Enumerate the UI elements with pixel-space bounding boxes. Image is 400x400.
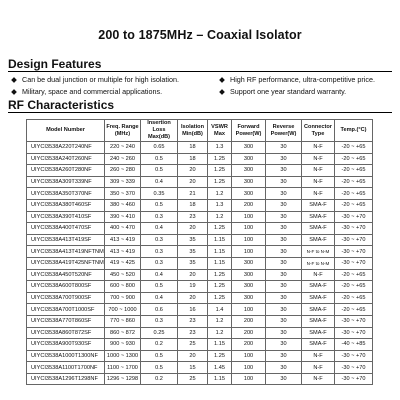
diamond-bullet-icon <box>219 77 225 83</box>
cell-reverse-power: 30 <box>266 176 302 188</box>
cell-connector: N-F to N-M <box>302 257 335 269</box>
cell-insertion-loss: 0.6 <box>141 304 178 316</box>
cell-insertion-loss: 0.3 <box>141 246 178 258</box>
cell-forward-power: 300 <box>232 165 266 177</box>
cell-reverse-power: 30 <box>266 350 302 362</box>
feature-item <box>8 74 216 85</box>
cell-connector: N-F <box>302 362 335 374</box>
cell-freq: 400 ~ 470 <box>105 223 141 235</box>
cell-connector: SMA-F <box>302 211 335 223</box>
cell-vswr: 1.25 <box>208 223 232 235</box>
cell-reverse-power: 30 <box>266 199 302 211</box>
table-row <box>27 373 373 385</box>
table-row <box>27 199 373 211</box>
cell-forward-power: 100 <box>232 373 266 385</box>
cell-reverse-power: 30 <box>266 327 302 339</box>
cell-insertion-loss: 0.4 <box>141 223 178 235</box>
table-row <box>27 165 373 177</box>
cell-freq: 390 ~ 410 <box>105 211 141 223</box>
cell-temp: -30 ~ +70 <box>335 223 373 235</box>
table-row <box>27 339 373 351</box>
table-row <box>27 176 373 188</box>
cell-model: UIYCI3538A309T339NF <box>27 176 105 188</box>
table-row <box>27 188 373 200</box>
cell-model: UIYCI3538A390T410SF <box>27 211 105 223</box>
cell-freq: 450 ~ 520 <box>105 269 141 281</box>
cell-vswr: 1.25 <box>208 153 232 165</box>
table-row <box>27 281 373 293</box>
cell-vswr: 1.25 <box>208 269 232 281</box>
cell-reverse-power: 30 <box>266 281 302 293</box>
cell-isolation: 23 <box>178 327 208 339</box>
cell-freq: 419 ~ 425 <box>105 257 141 269</box>
cell-forward-power: 100 <box>232 223 266 235</box>
cell-model: UIYCI3538A1296T1298NF <box>27 373 105 385</box>
cell-isolation: 25 <box>178 373 208 385</box>
cell-forward-power: 300 <box>232 188 266 200</box>
cell-temp: -20 ~ +65 <box>335 165 373 177</box>
cell-reverse-power: 30 <box>266 315 302 327</box>
cell-isolation: 16 <box>178 304 208 316</box>
cell-vswr: 1.25 <box>208 350 232 362</box>
cell-vswr: 1.15 <box>208 339 232 351</box>
cell-forward-power: 100 <box>232 304 266 316</box>
cell-reverse-power: 30 <box>266 257 302 269</box>
rf-characteristics-table <box>26 119 373 385</box>
cell-temp: -30 ~ +70 <box>335 362 373 374</box>
cell-forward-power: 300 <box>232 257 266 269</box>
cell-connector: N-F <box>302 269 335 281</box>
table-row <box>27 362 373 374</box>
cell-forward-power: 200 <box>232 327 266 339</box>
table-row <box>27 234 373 246</box>
cell-reverse-power: 30 <box>266 373 302 385</box>
cell-freq: 380 ~ 460 <box>105 199 141 211</box>
col-header-connector: Connector Type <box>302 120 335 142</box>
cell-vswr: 1.15 <box>208 373 232 385</box>
table-row <box>27 223 373 235</box>
design-features-heading: Design Features <box>8 57 102 71</box>
cell-insertion-loss: 0.3 <box>141 234 178 246</box>
cell-isolation: 19 <box>178 281 208 293</box>
cell-freq: 220 ~ 240 <box>105 142 141 154</box>
cell-insertion-loss: 0.5 <box>141 362 178 374</box>
cell-forward-power: 100 <box>232 350 266 362</box>
cell-insertion-loss: 0.2 <box>141 373 178 385</box>
cell-vswr: 1.15 <box>208 234 232 246</box>
cell-insertion-loss: 0.3 <box>141 315 178 327</box>
cell-temp: -20 ~ +65 <box>335 281 373 293</box>
cell-isolation: 20 <box>178 269 208 281</box>
cell-model: UIYCI3538A770T860SF <box>27 315 105 327</box>
cell-freq: 350 ~ 370 <box>105 188 141 200</box>
cell-reverse-power: 30 <box>266 339 302 351</box>
cell-freq: 900 ~ 930 <box>105 339 141 351</box>
cell-temp: -20 ~ +65 <box>335 153 373 165</box>
col-header-isolation: Isolation Min(dB) <box>178 120 208 142</box>
cell-forward-power: 200 <box>232 339 266 351</box>
cell-model: UIYCI3538A260T280NF <box>27 165 105 177</box>
cell-insertion-loss: 0.5 <box>141 281 178 293</box>
cell-temp: -30 ~ +70 <box>335 327 373 339</box>
cell-vswr: 1.15 <box>208 246 232 258</box>
page-title: 200 to 1875MHz – Coaxial Isolator <box>98 28 302 42</box>
cell-connector: N-F to N-M <box>302 246 335 258</box>
cell-freq: 700 ~ 900 <box>105 292 141 304</box>
cell-model: UIYCI3538A600T800SF <box>27 281 105 293</box>
cell-temp: -20 ~ +65 <box>335 176 373 188</box>
cell-vswr: 1.4 <box>208 304 232 316</box>
cell-reverse-power: 30 <box>266 165 302 177</box>
cell-forward-power: 100 <box>232 362 266 374</box>
cell-forward-power: 300 <box>232 269 266 281</box>
cell-isolation: 20 <box>178 292 208 304</box>
cell-freq: 770 ~ 860 <box>105 315 141 327</box>
cell-forward-power: 100 <box>232 246 266 258</box>
cell-connector: SMA-F <box>302 304 335 316</box>
table-row <box>27 269 373 281</box>
cell-forward-power: 100 <box>232 234 266 246</box>
cell-connector: SMA-F <box>302 339 335 351</box>
cell-connector: SMA-F <box>302 292 335 304</box>
cell-vswr: 1.25 <box>208 292 232 304</box>
cell-reverse-power: 30 <box>266 234 302 246</box>
cell-reverse-power: 30 <box>266 223 302 235</box>
cell-temp: -30 ~ +70 <box>335 350 373 362</box>
cell-model: UIYCI3538A220T240NF <box>27 142 105 154</box>
cell-connector: SMA-F <box>302 234 335 246</box>
cell-freq: 309 ~ 339 <box>105 176 141 188</box>
cell-temp: -20 ~ +65 <box>335 142 373 154</box>
cell-freq: 1296 ~ 1298 <box>105 373 141 385</box>
table-row <box>27 246 373 258</box>
section-divider <box>8 112 392 113</box>
cell-isolation: 25 <box>178 339 208 351</box>
cell-isolation: 15 <box>178 362 208 374</box>
col-header-reverse-power: Reverse Power(W) <box>266 120 302 142</box>
cell-temp: -20 ~ +65 <box>335 188 373 200</box>
table-row <box>27 292 373 304</box>
cell-model: UIYCI3538A700T1000SF <box>27 304 105 316</box>
cell-insertion-loss: 0.3 <box>141 257 178 269</box>
cell-reverse-power: 30 <box>266 142 302 154</box>
cell-forward-power: 300 <box>232 176 266 188</box>
cell-temp: -30 ~ +70 <box>335 373 373 385</box>
cell-isolation: 20 <box>178 165 208 177</box>
feature-text: Military, space and commercial applications. <box>22 87 163 96</box>
cell-isolation: 20 <box>178 223 208 235</box>
cell-insertion-loss: 0.4 <box>141 269 178 281</box>
cell-reverse-power: 30 <box>266 211 302 223</box>
table-row <box>27 211 373 223</box>
cell-reverse-power: 30 <box>266 246 302 258</box>
cell-connector: N-F <box>302 350 335 362</box>
cell-forward-power: 200 <box>232 199 266 211</box>
cell-model: UIYCI3538A700T900SF <box>27 292 105 304</box>
col-header-forward-power: Forward Power(W) <box>232 120 266 142</box>
cell-connector: N-F <box>302 188 335 200</box>
table-row <box>27 315 373 327</box>
cell-vswr: 1.3 <box>208 142 232 154</box>
design-features-list <box>8 74 392 97</box>
col-header-freq: Freq. Range (MHz) <box>105 120 141 142</box>
table-row <box>27 304 373 316</box>
cell-model: UIYCI3538A400T470SF <box>27 223 105 235</box>
feature-item <box>8 86 216 97</box>
cell-temp: -20 ~ +65 <box>335 199 373 211</box>
cell-insertion-loss: 0.5 <box>141 165 178 177</box>
cell-isolation: 35 <box>178 234 208 246</box>
cell-isolation: 18 <box>178 142 208 154</box>
cell-isolation: 23 <box>178 315 208 327</box>
cell-temp: -20 ~ +65 <box>335 269 373 281</box>
cell-freq: 700 ~ 1000 <box>105 304 141 316</box>
feature-text: High RF performance, ultra-competitive price. <box>230 75 375 84</box>
cell-connector: N-F <box>302 142 335 154</box>
table-row <box>27 350 373 362</box>
cell-temp: -20 ~ +65 <box>335 292 373 304</box>
col-header-insertion-loss: Insertion Loss Max(dB) <box>141 120 178 142</box>
table-row <box>27 142 373 154</box>
cell-vswr: 1.25 <box>208 165 232 177</box>
diamond-bullet-icon <box>11 89 17 95</box>
cell-reverse-power: 30 <box>266 304 302 316</box>
cell-connector: SMA-F <box>302 199 335 211</box>
cell-connector: N-F <box>302 176 335 188</box>
cell-reverse-power: 30 <box>266 188 302 200</box>
cell-temp: -40 ~ +85 <box>335 339 373 351</box>
cell-isolation: 21 <box>178 188 208 200</box>
diamond-bullet-icon <box>11 77 17 83</box>
cell-model: UIYCI3538A413T419NFTNM <box>27 246 105 258</box>
cell-model: UIYCI3538A1000T1300NF <box>27 350 105 362</box>
cell-model: UIYCI3538A900T930SF <box>27 339 105 351</box>
col-header-model: Model Number <box>27 120 105 142</box>
cell-temp: -30 ~ +70 <box>335 315 373 327</box>
table-row <box>27 327 373 339</box>
table-row <box>27 257 373 269</box>
rf-characteristics-heading: RF Characteristics <box>8 98 115 112</box>
cell-connector: N-F <box>302 373 335 385</box>
cell-insertion-loss: 0.3 <box>141 211 178 223</box>
cell-vswr: 1.25 <box>208 176 232 188</box>
cell-model: UIYCI3538A860T872SF <box>27 327 105 339</box>
cell-temp: -20 ~ +65 <box>335 304 373 316</box>
table-row <box>27 153 373 165</box>
cell-vswr: 1.45 <box>208 362 232 374</box>
cell-connector: SMA-F <box>302 281 335 293</box>
cell-isolation: 20 <box>178 176 208 188</box>
cell-isolation: 20 <box>178 350 208 362</box>
cell-vswr: 1.2 <box>208 211 232 223</box>
cell-insertion-loss: 0.65 <box>141 142 178 154</box>
cell-forward-power: 300 <box>232 292 266 304</box>
feature-text: Can be dual junction or multiple for high isolation. <box>22 75 180 84</box>
cell-temp: -30 ~ +70 <box>335 246 373 258</box>
cell-isolation: 35 <box>178 246 208 258</box>
cell-freq: 860 ~ 872 <box>105 327 141 339</box>
cell-freq: 413 ~ 419 <box>105 246 141 258</box>
cell-insertion-loss: 0.4 <box>141 292 178 304</box>
cell-reverse-power: 30 <box>266 362 302 374</box>
cell-connector: N-F <box>302 165 335 177</box>
cell-forward-power: 100 <box>232 211 266 223</box>
cell-insertion-loss: 0.5 <box>141 153 178 165</box>
cell-model: UIYCI3538A1100T1700NF <box>27 362 105 374</box>
cell-freq: 1100 ~ 1700 <box>105 362 141 374</box>
cell-freq: 600 ~ 800 <box>105 281 141 293</box>
cell-vswr: 1.25 <box>208 281 232 293</box>
table-body <box>27 142 373 385</box>
cell-reverse-power: 30 <box>266 153 302 165</box>
cell-isolation: 35 <box>178 257 208 269</box>
cell-vswr: 1.3 <box>208 199 232 211</box>
table-header-row <box>27 120 373 142</box>
cell-forward-power: 200 <box>232 315 266 327</box>
diamond-bullet-icon <box>219 89 225 95</box>
cell-insertion-loss: 0.4 <box>141 176 178 188</box>
cell-forward-power: 300 <box>232 281 266 293</box>
cell-vswr: 1.2 <box>208 327 232 339</box>
cell-connector: SMA-F <box>302 315 335 327</box>
cell-temp: -30 ~ +70 <box>335 234 373 246</box>
feature-item <box>216 86 392 97</box>
cell-insertion-loss: 0.2 <box>141 339 178 351</box>
cell-insertion-loss: 0.35 <box>141 188 178 200</box>
cell-reverse-power: 30 <box>266 269 302 281</box>
cell-model: UIYCI3538A350T370NF <box>27 188 105 200</box>
cell-vswr: 1.2 <box>208 188 232 200</box>
cell-freq: 260 ~ 280 <box>105 165 141 177</box>
cell-isolation: 18 <box>178 153 208 165</box>
feature-item <box>216 74 392 85</box>
cell-insertion-loss: 0.5 <box>141 199 178 211</box>
cell-isolation: 18 <box>178 199 208 211</box>
cell-model: UIYCI3538A450T520NF <box>27 269 105 281</box>
cell-model: UIYCI3538A380T460SF <box>27 199 105 211</box>
col-header-temp: Temp.(°C) <box>335 120 373 142</box>
cell-vswr: 1.2 <box>208 315 232 327</box>
cell-reverse-power: 30 <box>266 292 302 304</box>
cell-insertion-loss: 0.25 <box>141 327 178 339</box>
cell-temp: -30 ~ +70 <box>335 257 373 269</box>
cell-freq: 413 ~ 419 <box>105 234 141 246</box>
cell-insertion-loss: 0.5 <box>141 350 178 362</box>
cell-forward-power: 300 <box>232 153 266 165</box>
cell-connector: SMA-F <box>302 327 335 339</box>
cell-connector: SMA-F <box>302 223 335 235</box>
cell-vswr: 1.15 <box>208 257 232 269</box>
cell-model: UIYCI3538A413T419SF <box>27 234 105 246</box>
col-header-vswr: VSWR Max <box>208 120 232 142</box>
cell-temp: -30 ~ +70 <box>335 211 373 223</box>
cell-isolation: 23 <box>178 211 208 223</box>
cell-freq: 240 ~ 260 <box>105 153 141 165</box>
cell-freq: 1000 ~ 1300 <box>105 350 141 362</box>
cell-connector: N-F <box>302 153 335 165</box>
cell-model: UIYCI3538A419T425NFTNM <box>27 257 105 269</box>
section-divider <box>8 71 392 72</box>
cell-model: UIYCI3538A240T260NF <box>27 153 105 165</box>
cell-forward-power: 300 <box>232 142 266 154</box>
feature-text: Support one year standard warranty. <box>230 87 347 96</box>
